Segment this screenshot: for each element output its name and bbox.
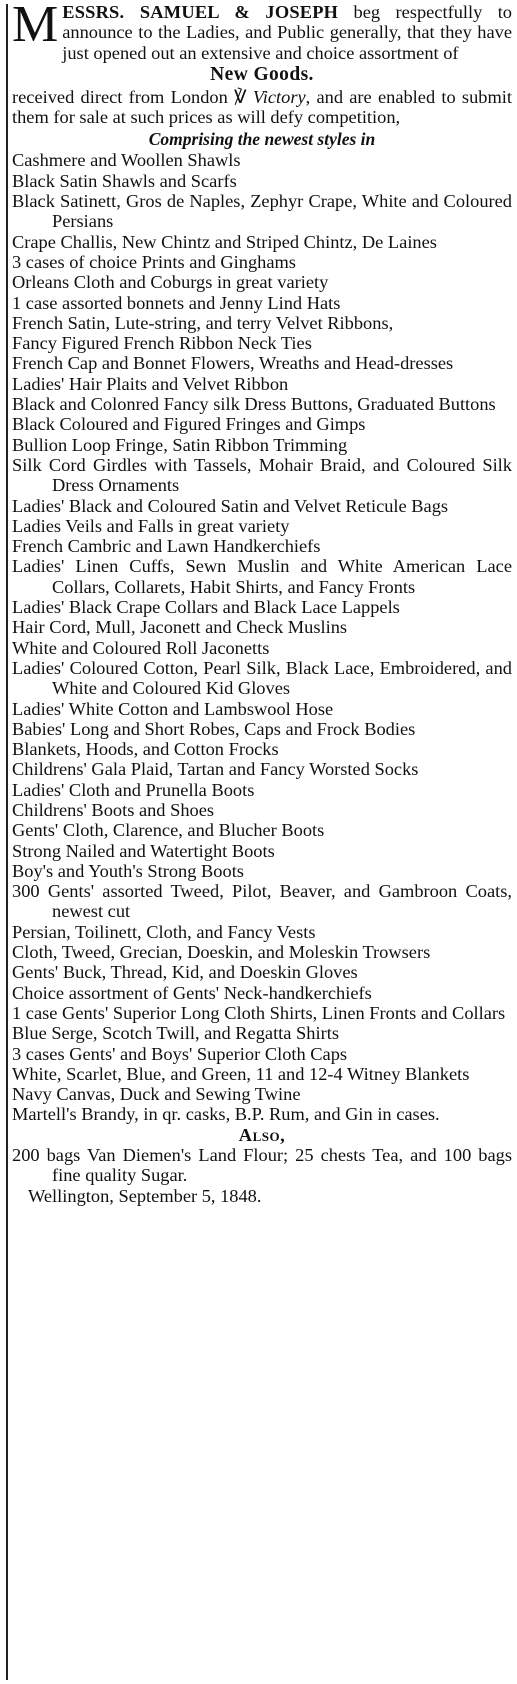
column-rule [6,4,8,1680]
goods-list-item: Hair Cord, Mull, Jaconett and Check Muslins [12,617,348,638]
goods-list-item: French Cambric and Lawn Handkerchiefs [12,536,321,557]
source-text-before: received direct from London ℣ [12,86,253,107]
goods-list-item: 3 cases of choice Prints and Ginghams [12,251,296,272]
goods-list-item: 3 cases Gents' and Boys' Superior Cloth Caps [12,1043,348,1064]
goods-list-item: Ladies' White Cotton and Lambswool Hose [12,698,334,719]
goods-list-item: Boy's and Youth's Strong Boots [12,860,244,881]
goods-list-item: Ladies' Cloth and Prunella Boots [12,779,255,800]
goods-list-item: Strong Nailed and Watertight Boots [12,840,275,861]
goods-list-item: Childrens' Boots and Shoes [12,799,215,820]
goods-list-item: Crape Challis, New Chintz and Striped Chintz, De Laines [12,231,437,252]
goods-list-item: Ladies' Linen Cuffs, Sewn Muslin and White American Lace Collars, Collarets, Habit Shirts, and Fancy Fronts [12,556,512,597]
goods-list-item: Blankets, Hoods, and Cotton Frocks [12,739,279,760]
items-subheading: Comprising the newest styles in [148,129,376,150]
goods-list-item: Childrens' Gala Plaid, Tartan and Fancy Worsted Socks [12,759,419,780]
drop-cap: M [12,0,59,53]
goods-list-item: Black Coloured and Figured Fringes and Gimps [12,414,366,435]
goods-list-item: Ladies' Black and Coloured Satin and Velvet Reticule Bags [12,495,449,516]
advertisement-column [12,2,512,1206]
goods-list-item: Bullion Loop Fringe, Satin Ribbon Trimming [12,434,348,455]
goods-list-item: Blue Serge, Scotch Twill, and Regatta Shirts [12,1023,339,1044]
goods-list-item: White and Coloured Roll Jaconetts [12,637,270,658]
goods-list-item: Black and Colonred Fancy silk Dress Buttons, Graduated Buttons [12,394,496,415]
goods-list-item: Martell's Brandy, in qr. casks, B.P. Rum, and Gin in cases. [12,1104,440,1125]
goods-list-item: 1 case Gents' Superior Long Cloth Shirts, Linen Fronts and Collars [12,1002,506,1023]
goods-list-item: Navy Canvas, Duck and Sewing Twine [12,1084,301,1105]
goods-list-item: 1 case assorted bonnets and Jenny Lind Hats [12,292,341,313]
goods-list-item: Gents' Cloth, Clarence, and Blucher Boots [12,820,325,841]
goods-list-item: Ladies' Coloured Cotton, Pearl Silk, Black Lace, Embroidered, and White and Coloured Kid Gloves [12,657,512,699]
goods-list-item: White, Scarlet, Blue, and Green, 11 and 12-4 Witney Blankets [12,1063,470,1084]
goods-list-item: Persian, Toilinett, Cloth, and Fancy Vests [12,921,316,942]
goods-list-item: Babies' Long and Short Robes, Caps and Frock Bodies [12,718,416,739]
goods-list-item: Fancy Figured French Ribbon Neck Ties [12,333,312,354]
goods-list-item: Cloth, Tweed, Grecian, Doeskin, and Moleskin Trowsers [12,942,431,963]
goods-list-item: French Satin, Lute-string, and terry Velvet Ribbons, [12,312,394,333]
intro-text: beg respectfully to announce to the Ladies, and Public generally, that they have just opened out an extensive and choice assortment of [62,2,512,63]
closing-paragraph: 200 bags Van Diemen's Land Flour; 25 chests Tea, and 100 bags fine quality Sugar. [12,1145,512,1186]
dateline: Wellington, September 5, 1848. [28,1185,262,1206]
goods-list-item: Ladies' Hair Plaits and Velvet Ribbon [12,373,289,394]
goods-list-item: Orleans Cloth and Coburgs in great variety [12,272,329,293]
goods-list-item: Black Satinett, Gros de Naples, Zephyr Crape, White and Coloured Persians [12,191,512,232]
goods-list-item: Ladies' Black Crape Collars and Black Lace Lappels [12,597,400,618]
goods-list-item: Ladies Veils and Falls in great variety [12,515,290,536]
goods-list-item: Black Satin Shawls and Scarfs [12,170,237,191]
ship-name: Victory [252,86,306,107]
goods-list [12,150,512,1124]
goods-list-item: Gents' Buck, Thread, Kid, and Doeskin Gloves [12,962,358,983]
goods-list-item: Silk Cord Girdles with Tassels, Mohair Braid, and Coloured Silk Dress Ornaments [12,454,512,496]
source-paragraph [12,87,512,128]
goods-list-item: 300 Gents' assorted Tweed, Pilot, Beaver, and Gambroon Coats, newest cut [12,881,512,922]
ad-heading: New Goods. [210,63,314,85]
source-text-after: , and are enabled to submit them for sale at such prices as will defy competition, [12,86,512,128]
goods-list-item: Choice assortment of Gents' Neck-handkerchiefs [12,982,372,1003]
firm-name: ESSRS. SAMUEL & JOSEPH [62,2,339,22]
also-heading: Also, [238,1124,286,1145]
goods-list-item: Cashmere and Woollen Shawls [12,150,241,171]
goods-list-item: French Cap and Bonnet Flowers, Wreaths and Head-dresses [12,353,454,374]
intro-paragraph [12,2,512,63]
